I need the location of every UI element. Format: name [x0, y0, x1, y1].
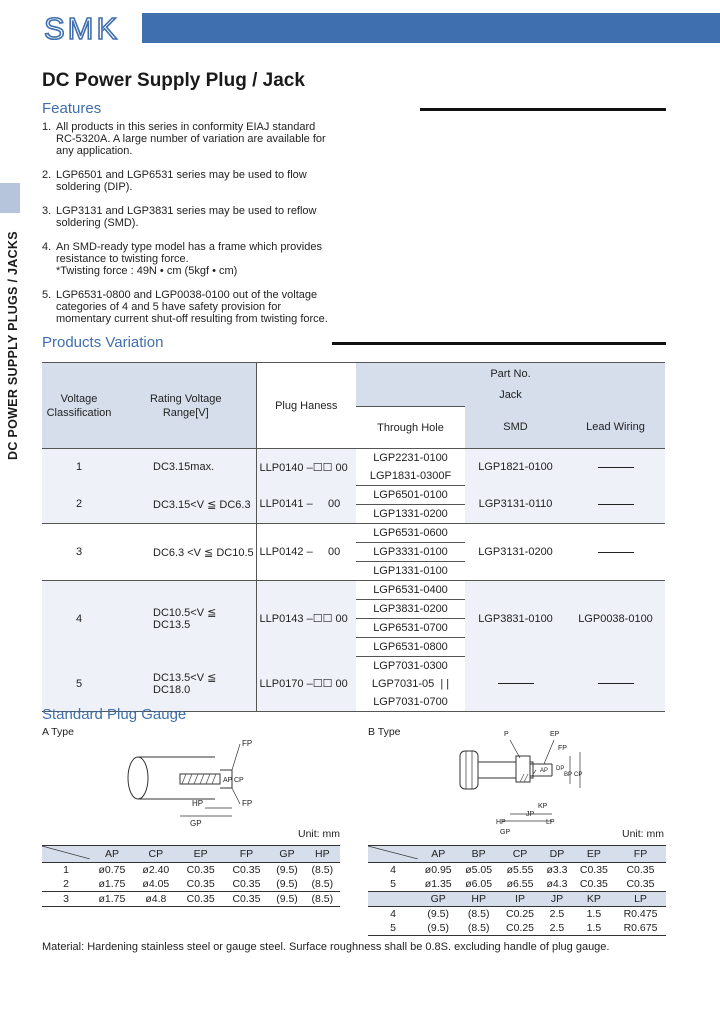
feature-item: 2. LGP6501 and LGP6531 series may be used to flow soldering (DIP). [42, 169, 307, 193]
a-type-drawing [120, 736, 270, 832]
material-note: Material: Hardening stainless steel or gauge steel. Surface roughness shall be 0.8S. excluding handle of plug gauge. [42, 941, 610, 953]
svg-text:FP: FP [242, 799, 253, 808]
table-row [42, 524, 665, 581]
feature-item: 5. LGP6531-0800 and LGP0038-0100 out of the voltage categories of 4 and 5 have safety provision for momentary current shut-off resulting from twisting force. [42, 289, 328, 325]
header-through-hole: Through Hole [356, 407, 465, 449]
a-type-label: A Type [42, 726, 74, 738]
cell-class: 3 [42, 524, 116, 581]
smk-logo [42, 12, 140, 46]
features-list [42, 121, 352, 337]
svg-text:EP: EP [550, 731, 560, 738]
b-type-label: B Type [368, 726, 401, 738]
cell-class: 4 [42, 581, 116, 657]
cell-smd: LGP3831-0100 [465, 581, 566, 657]
a-unit-label: Unit: mm [298, 828, 340, 840]
b-type-drawing [440, 726, 590, 836]
table-row: 2 ø1.75 ø4.05 C0.35 C0.35 (9.5) (8.5) [42, 877, 340, 892]
page-title: DC Power Supply Plug / Jack [42, 70, 305, 91]
cell-smd: LGP3131-0200 [465, 524, 566, 581]
cell-range: DC3.15<V ≦ DC6.3 [153, 498, 251, 511]
feature-item: 1. All products in this series in conformity EIAJ standard RC-5320A. A large number of variation are available for any application. [42, 121, 326, 157]
cell-range: DC13.5<V ≦ DC18.0 [116, 656, 256, 712]
table-row: 5 (9.5) (8.5) C0.25 2.5 1.5 R0.675 [368, 921, 666, 936]
products-rule [332, 342, 666, 345]
table-row: 3 ø1.75 ø4.8 C0.35 C0.35 (9.5) (8.5) [42, 892, 340, 907]
cell-lead [566, 449, 665, 486]
cell-class: 2 [75, 498, 83, 511]
svg-text:FP: FP [558, 745, 567, 752]
cell-class: 5 [42, 656, 116, 712]
products-title: Products Variation [42, 334, 164, 351]
cell-lead [566, 524, 665, 581]
logo-text: SMK [44, 12, 121, 46]
table-row: 4 ø0.95 ø5.05 ø5.55 ø3.3 C0.35 C0.35 [390, 864, 655, 876]
cell-through-hole: LGP7031-0300 LGP7031-05 | | LGP7031-0700 [356, 656, 465, 712]
cell-plug: LLP0142 – 00 [256, 524, 356, 581]
features-rule [420, 108, 666, 111]
diagonal-divider [42, 846, 90, 859]
cell-smd [465, 656, 566, 712]
header-part-no: Part No. [356, 363, 665, 385]
svg-text:GP: GP [190, 819, 202, 828]
cell-lead [566, 486, 665, 524]
svg-text:GP: GP [500, 829, 511, 836]
cell-range: DC10.5<V ≦ DC13.5 [116, 581, 256, 657]
header-rating: Rating Voltage Range[V] [116, 363, 256, 449]
table-header-row: AP BP CP DP EP FP [368, 846, 666, 863]
side-tab-label: DC POWER SUPPLY PLUGS / JACKS [6, 231, 20, 460]
header-plug: Plug Haness [256, 363, 356, 449]
svg-text:JP: JP [526, 811, 535, 818]
table-header-row: AP CP EP FP GP HP [42, 846, 340, 863]
b-unit-label: Unit: mm [622, 828, 664, 840]
feature-item: 3. LGP3131 and LGP3831 series may be used to reflow soldering (SMD). [42, 205, 317, 229]
svg-text:CP: CP [574, 772, 583, 778]
svg-text:HP: HP [192, 799, 204, 808]
gauge-title: Standard Plug Gauge [42, 706, 187, 723]
svg-text:HP: HP [496, 819, 506, 826]
header-voltage-class: Voltage Classification [42, 363, 116, 449]
table-row [42, 656, 665, 712]
table-row: 1 ø0.75 ø2.40 C0.35 C0.35 (9.5) (8.5) [63, 864, 334, 876]
cell-plug: LLP0170 –☐☐ 00 [256, 656, 356, 712]
svg-text:FP: FP [242, 739, 253, 748]
svg-text:BP: BP [564, 772, 573, 778]
header-jack: Jack [499, 389, 522, 402]
table-header-row [42, 363, 665, 385]
cell-through-hole: LGP6531-0400 LGP3831-0200 LGP6531-0700 LGP6531-0800 [356, 581, 465, 657]
table-row [42, 449, 665, 486]
cell-range: DC6.3 <V ≦ DC10.5 [116, 524, 256, 581]
table-header-row: GP HP IP JP KP LP [368, 892, 666, 907]
table-row [42, 581, 665, 657]
diagonal-divider [368, 846, 418, 859]
svg-text:AP: AP [223, 777, 233, 784]
svg-text:KP: KP [538, 803, 548, 810]
svg-text:P: P [504, 731, 509, 738]
header-smd: SMD [465, 407, 566, 449]
cell-range: DC3.15max. [153, 461, 215, 474]
cell-plug: LLP0141 – 00 [256, 486, 356, 524]
cell-class: 1 [75, 461, 83, 474]
cell-lead [566, 656, 665, 712]
svg-text:LP: LP [546, 819, 555, 826]
a-gauge-table [42, 845, 340, 907]
cell-plug: LLP0140 –☐☐ 00 [256, 449, 356, 486]
cell-through-hole: LGP6531-0600 LGP3331-0100 LGP1331-0100 [356, 524, 465, 581]
cell-plug: LLP0143 –☐☐ 00 [256, 581, 356, 657]
cell-smd: LGP1821-0100 [478, 461, 553, 474]
table-row: 5 ø1.35 ø6.05 ø6.55 ø4.3 C0.35 C0.35 [390, 878, 655, 890]
b-gauge-table [368, 845, 666, 936]
svg-text:DP: DP [556, 766, 565, 772]
products-table [42, 362, 665, 712]
features-title: Features [42, 100, 102, 117]
cell-through-hole: LGP6501-0100 LGP1331-0200 [356, 486, 465, 524]
header-lead-wiring: Lead Wiring [566, 407, 665, 449]
cell-lead: LGP0038-0100 [566, 581, 665, 657]
feature-item: 4. An SMD-ready type model has a frame which provides resistance to twisting force. *Twisting force : 49N • cm (5kgf • cm) [42, 241, 322, 277]
svg-text:AP: AP [540, 768, 549, 774]
cell-smd: LGP3131-0110 [478, 498, 553, 511]
table-row [42, 486, 665, 524]
table-row: 4 (9.5) (8.5) C0.25 2.5 1.5 R0.475 [390, 908, 658, 920]
cell-through-hole: LGP2231-0100 LGP1831-0300F [356, 449, 465, 486]
header-bar [142, 13, 720, 43]
svg-text:CP: CP [234, 777, 244, 784]
